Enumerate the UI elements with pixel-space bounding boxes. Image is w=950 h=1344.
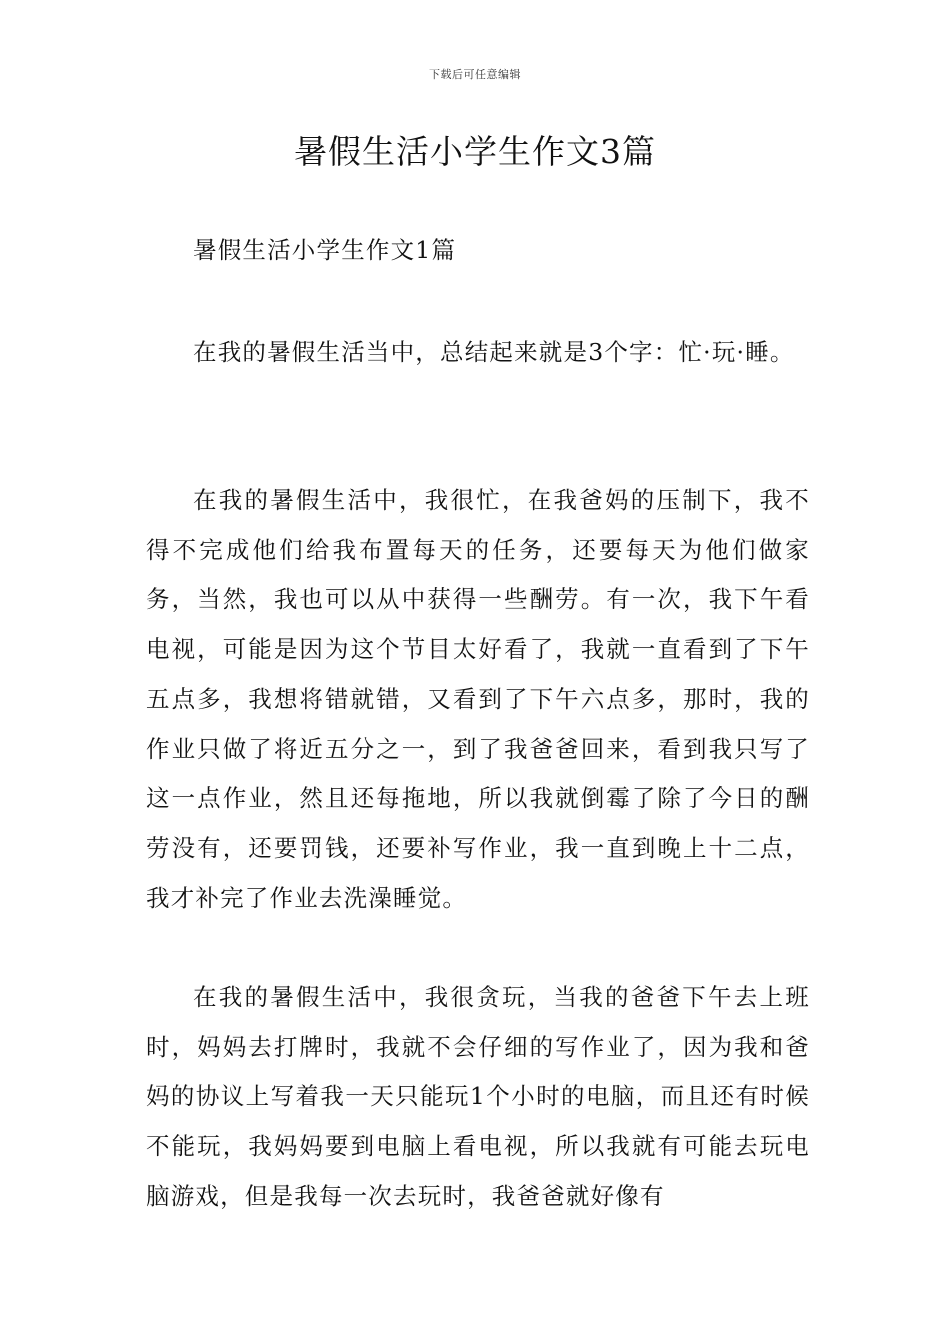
paragraph-2-text: 在我的暑假生活中，我很忙，在我爸妈的压制下，我不得不完成他们给我布置每天的任务，还要每天为他们做家务，当然，我也可以从中获得一些酬劳。有一次，我下午看电视，可能是因为这个节目太好看了，我就一直看到了下午五点多，我想将错就错，又看到了下午六点多，那时，我的作业只做了将近五分之一，到了我爸爸回来，看到我只写了这一点作业，然且还每拖地，所以我就倒霉了除了今日的酬劳没有，还要罚钱，还要补写作业，我一直到晚上十二点，我才补完了作业去洗澡睡觉。 [146, 486, 810, 912]
paragraph-1 [146, 328, 810, 378]
paragraph-3 [146, 973, 810, 1222]
paragraph-2 [146, 476, 810, 923]
article-subtitle-text: 暑假生活小学生作文1篇 [193, 236, 457, 264]
header-note: 下载后可任意编辑 [429, 68, 521, 81]
paragraph-3-text: 在我的暑假生活中，我很贪玩，当我的爸爸下午去上班时，妈妈去打牌时，我就不会仔细的写作业了，因为我和爸妈的协议上写着我一天只能玩1个小时的电脑，而且还有时候不能玩，我妈妈要到电脑上看电视，所以我就有可能去玩电脑游戏，但是我每一次去玩时，我爸爸就好像有 [146, 983, 810, 1210]
document-title: 暑假生活小学生作文3篇 [294, 132, 656, 171]
paragraph-1-text: 在我的暑假生活当中，总结起来就是3个字：忙·玩·睡。 [193, 338, 795, 366]
article-subtitle [146, 226, 810, 276]
